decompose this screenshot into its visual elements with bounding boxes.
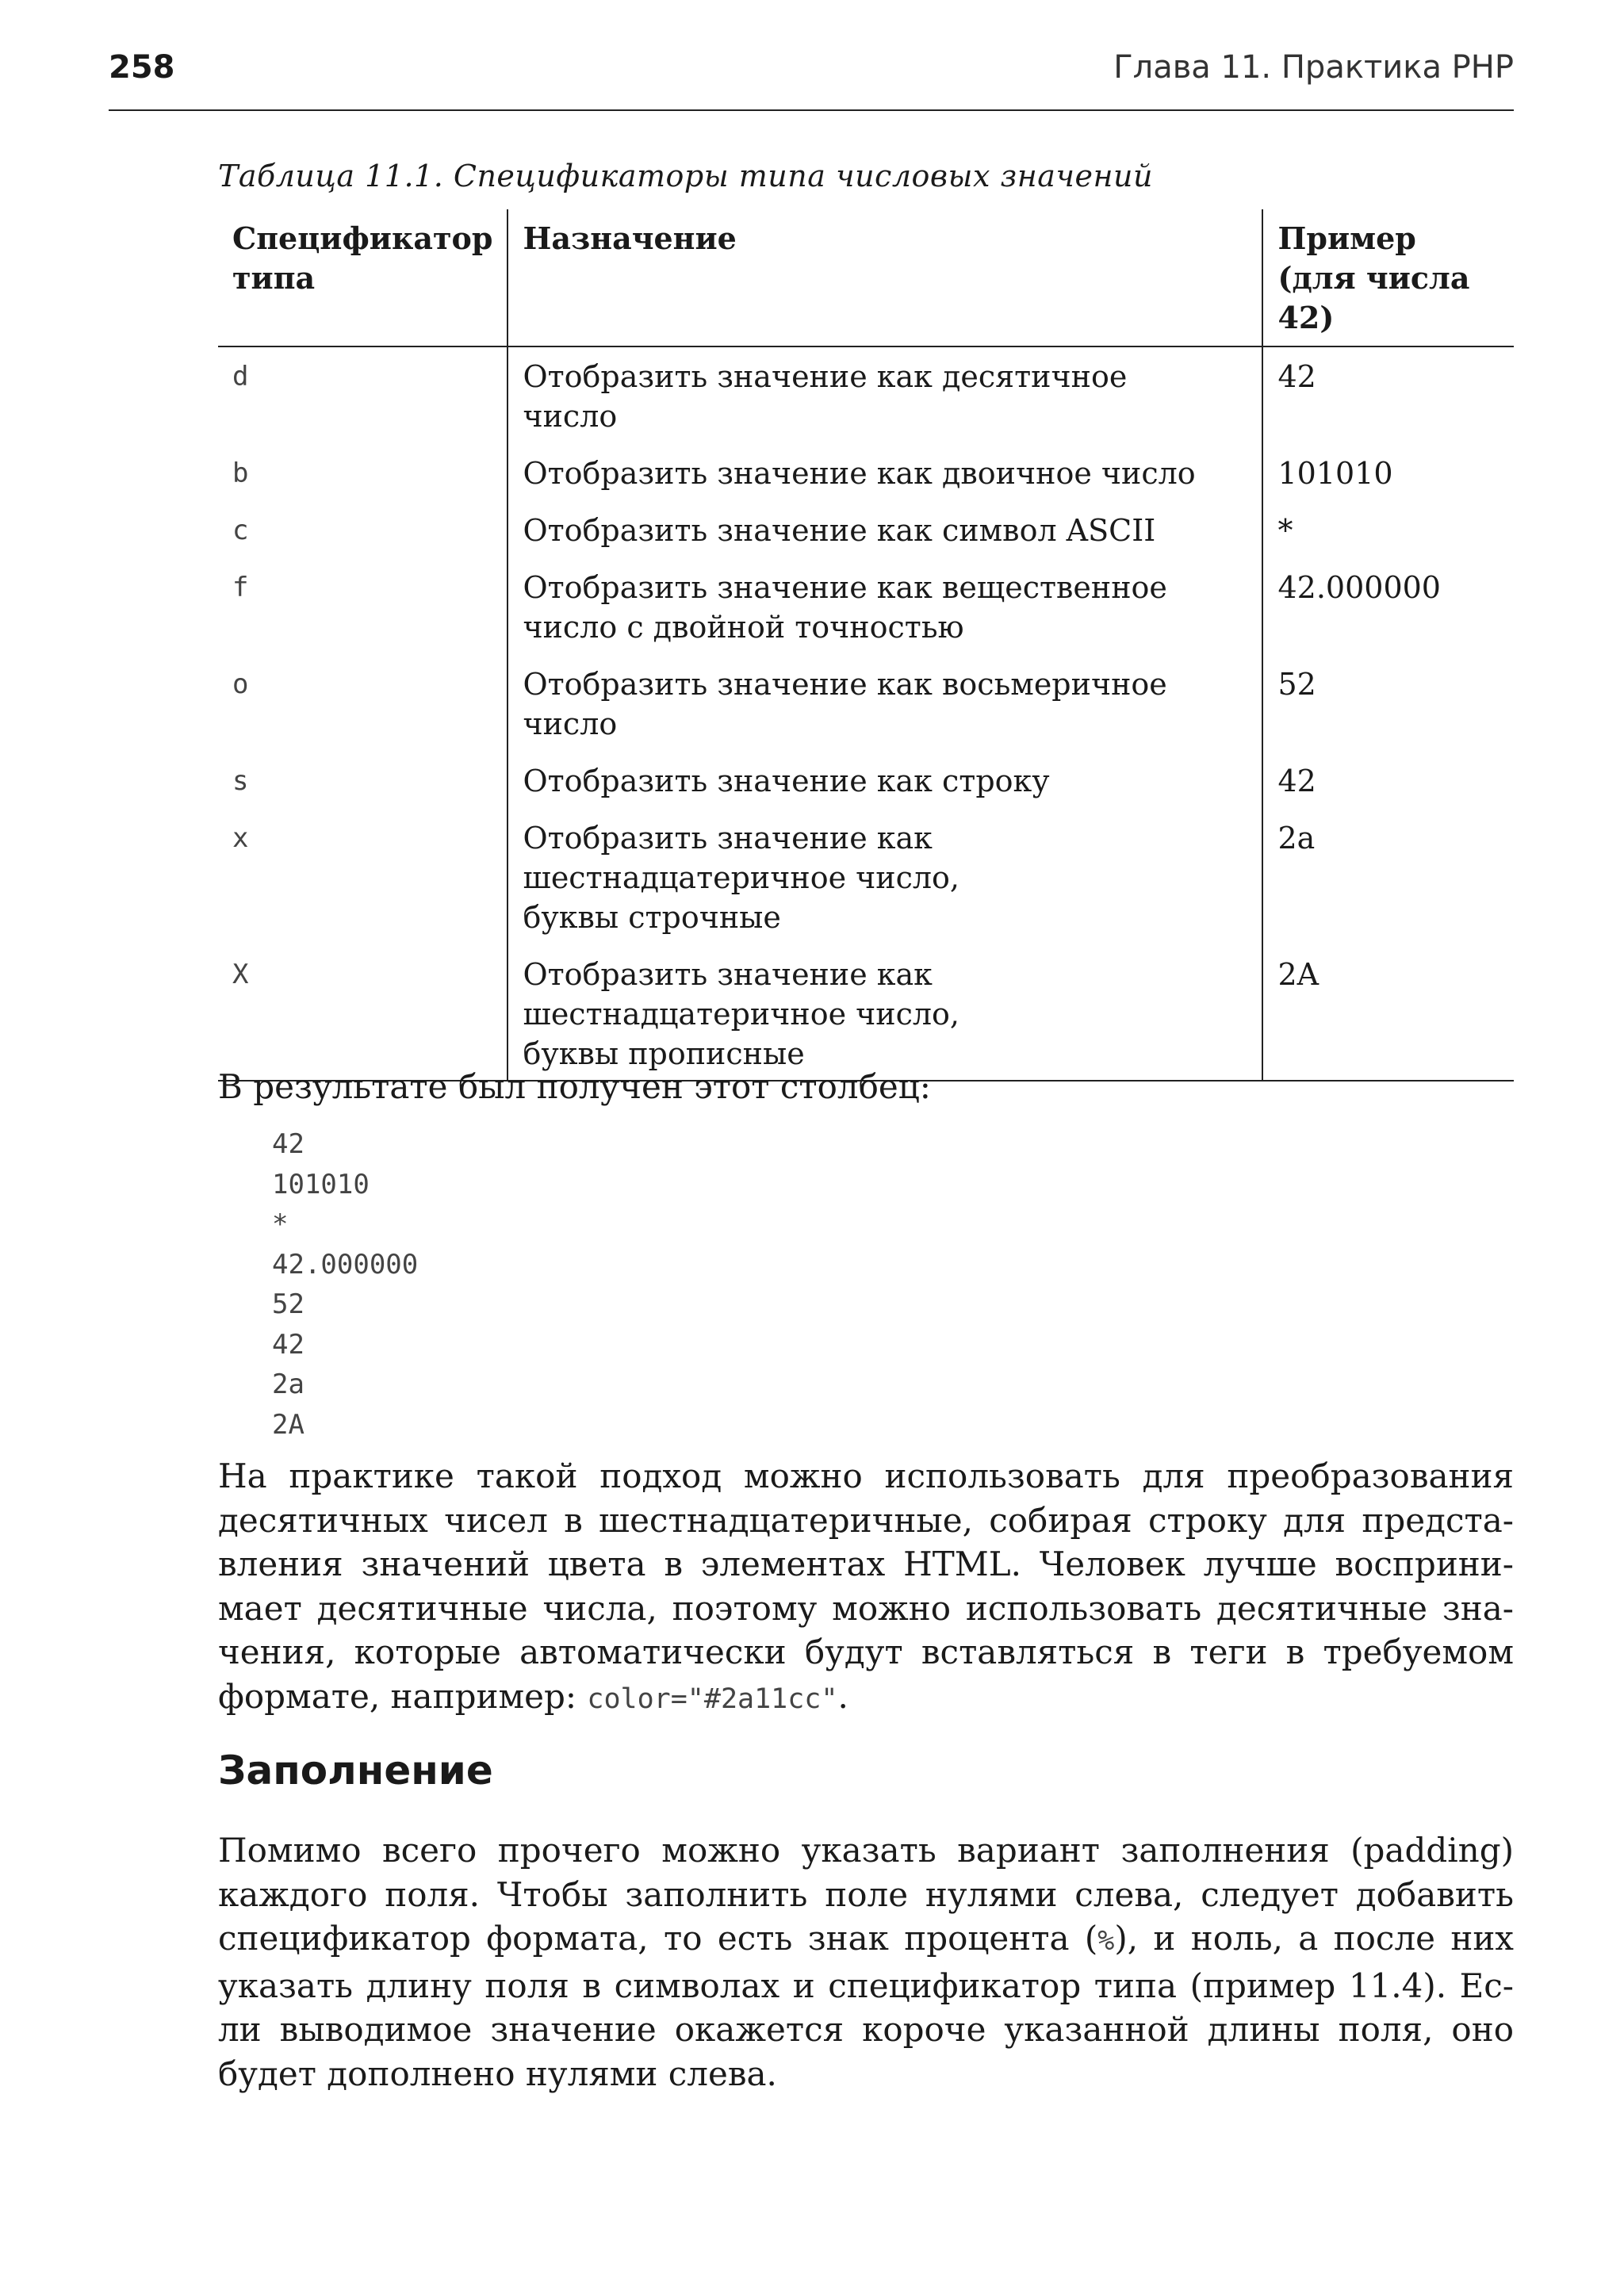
- purpose-cell: Отобразить значение как шестнадцатеричное число, буквы строчные: [508, 809, 1262, 945]
- paragraph-line: На практике такой подход можно использовать для преобразования: [218, 1457, 1514, 1495]
- inline-code: color="#2a11cc": [587, 1683, 838, 1715]
- paragraph-line: Помимо всего прочего можно указать вариант заполнения (padding): [218, 1831, 1514, 1870]
- paragraph-padding: [218, 1828, 1514, 2096]
- specifier-cell: X: [218, 945, 508, 1081]
- code-output-block: [272, 1124, 418, 1445]
- example-cell: 52: [1277, 667, 1316, 702]
- specifier-cell: d: [232, 361, 249, 392]
- running-title: Глава 11. Практика PHP: [1113, 49, 1514, 86]
- table-row: [218, 752, 1514, 809]
- code-line: 52: [272, 1288, 304, 1320]
- code-line: 2A: [272, 1408, 304, 1441]
- example-cell: 42.000000: [1277, 570, 1441, 605]
- table-row: [218, 655, 1514, 752]
- table-row: [218, 945, 1514, 1081]
- paragraph-line: формате, например: color="#2a11cc".: [218, 1676, 848, 1716]
- example-cell: 42: [1277, 359, 1316, 394]
- purpose-cell: Отобразить значение как шестнадцатеричное число, буквы прописные: [508, 945, 1262, 1081]
- purpose-cell: Отобразить значение как строку: [508, 752, 1262, 809]
- purpose-cell: Отобразить значение как десятичное число: [508, 346, 1262, 444]
- page-number: 258: [109, 49, 175, 86]
- specifier-cell: b: [232, 457, 249, 489]
- section-heading: Заполнение: [218, 1748, 493, 1794]
- paragraph-line: десятичных чисел в шестнадцатеричные, собирая строку для предста-: [218, 1500, 1514, 1540]
- paragraph-line: вления значений цвета в элементах HTML. Человек лучше восприни-: [218, 1545, 1514, 1583]
- type-specifier-table: [218, 209, 1514, 1081]
- paragraph-line: указать длину поля в символах и спецификатор типа (пример 11.4). Ес-: [218, 1966, 1514, 2005]
- paragraph-line: каждого поля. Чтобы заполнить поле нулями слева, следует добавить: [218, 1874, 1514, 1914]
- page-header: [109, 46, 1514, 111]
- code-line: 2a: [272, 1369, 304, 1400]
- example-cell: 42: [1277, 764, 1316, 798]
- inline-code: %: [1097, 1925, 1115, 1957]
- example-cell: 2a: [1277, 821, 1316, 856]
- code-line: 42.000000: [272, 1248, 419, 1281]
- paragraph-line: будет дополнено нулями слева.: [218, 2054, 777, 2093]
- table-row: [218, 558, 1514, 655]
- table-row: [218, 809, 1514, 945]
- paragraph-line: чения, которые автоматически будут вставляться в теги в требуемом: [218, 1633, 1514, 1671]
- table-row: [218, 444, 1514, 501]
- table-row: [218, 501, 1514, 558]
- example-cell: *: [1277, 513, 1293, 548]
- specifier-cell: x: [232, 822, 249, 854]
- code-line: 42: [272, 1128, 304, 1160]
- specifier-cell: c: [232, 515, 249, 546]
- purpose-cell: Отобразить значение как двоичное число: [508, 444, 1262, 501]
- table-header-row: [218, 209, 1514, 346]
- header-purpose: Назначение: [508, 209, 1262, 346]
- paragraph-line: ли выводимое значение окажется короче указанной длины поля, оно: [218, 2010, 1514, 2049]
- example-cell: 101010: [1277, 456, 1393, 491]
- paragraph-line: мает десятичные числа, поэтому можно использовать десятичные зна-: [218, 1588, 1514, 1628]
- result-intro-text: В результате был получен этот столбец:: [218, 1067, 931, 1106]
- purpose-cell: Отобразить значение как символ ASCII: [508, 501, 1262, 558]
- code-line: *: [272, 1208, 289, 1240]
- paragraph-hex-usage: [218, 1454, 1514, 1721]
- specifier-cell: f: [232, 572, 249, 603]
- paragraph-line: спецификатор формата, то есть знак процента (%), и ноль, а после них: [218, 1919, 1514, 1958]
- code-line: 42: [272, 1328, 304, 1361]
- specifier-cell: o: [232, 668, 249, 700]
- specifier-cell: s: [232, 765, 249, 797]
- header-example: Пример (для числа 42): [1262, 209, 1514, 346]
- purpose-cell: Отобразить значение как восьмеричное число: [508, 655, 1262, 752]
- purpose-cell: Отобразить значение как вещественное число с двойной точностью: [508, 558, 1262, 655]
- example-cell: 2A: [1262, 945, 1514, 1081]
- header-specifier: Спецификатор типа: [218, 209, 508, 346]
- table-caption: Таблица 11.1. Спецификаторы типа числовых значений: [218, 159, 1154, 193]
- code-line: 101010: [272, 1168, 370, 1200]
- table-row: [218, 346, 1514, 444]
